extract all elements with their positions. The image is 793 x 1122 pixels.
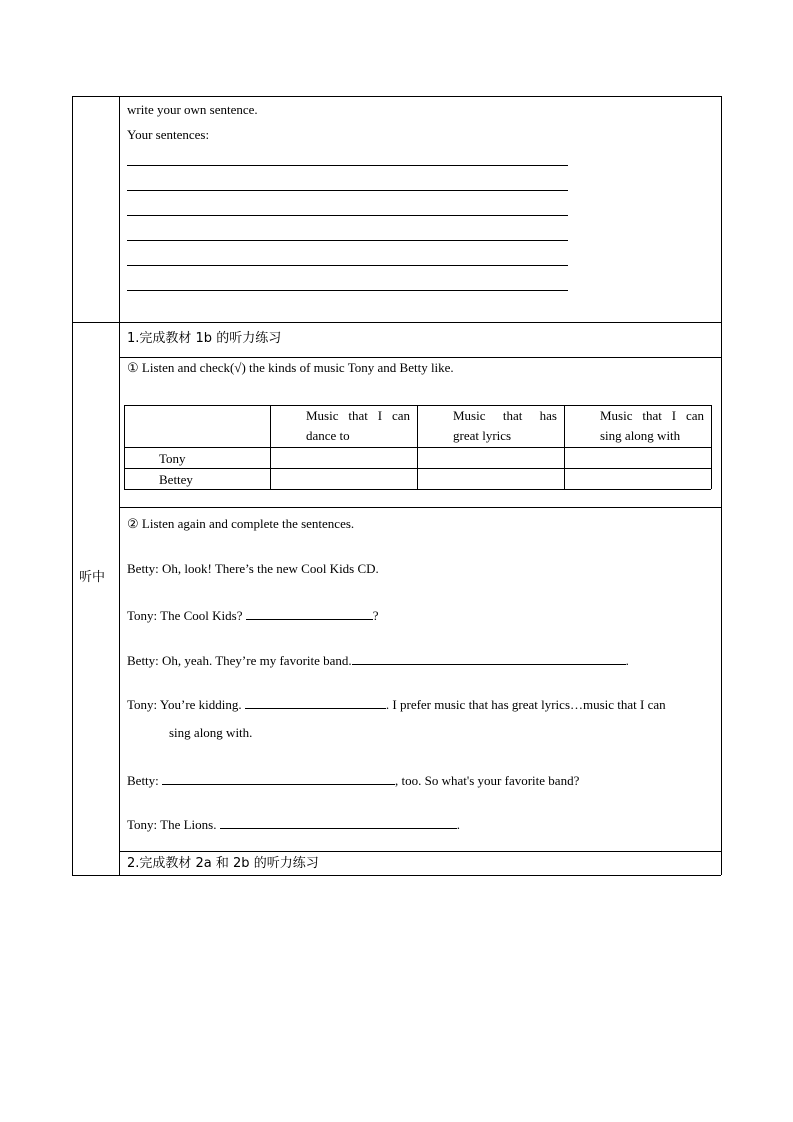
intro-text: write your own sentence.: [127, 102, 258, 117]
writing-line[interactable]: [127, 240, 568, 241]
row-label-bettey: Bettey: [159, 472, 193, 487]
dialogue-line-4-cont: sing along with.: [169, 725, 253, 740]
dialogue-line-3: Betty: Oh, yeah. They’re my favorite band. .: [127, 650, 629, 669]
writing-line[interactable]: [127, 265, 568, 266]
table-top-border: [72, 96, 721, 97]
check-cell[interactable]: [565, 469, 710, 488]
writing-line[interactable]: [127, 165, 568, 166]
part1-instruction: ① Listen and check(√) the kinds of music Tony and Betty like.: [127, 360, 454, 375]
table-left-border: [72, 96, 73, 875]
writing-line[interactable]: [127, 215, 568, 216]
check-cell[interactable]: [418, 448, 563, 467]
writing-line[interactable]: [127, 190, 568, 191]
task2-heading: 2.完成教材 2a 和 2b 的听力练习: [127, 856, 319, 871]
dialogue-line-6: Tony: The Lions. .: [127, 814, 460, 833]
answer-blank[interactable]: [220, 814, 457, 829]
check-cell[interactable]: [565, 448, 710, 467]
part2-instruction: ② Listen again and complete the sentences.: [127, 516, 355, 531]
answer-blank[interactable]: [246, 605, 373, 620]
dialogue-line-4: Tony: You’re kidding. . I prefer music that has great lyrics…music that I can: [127, 694, 666, 713]
dialogue-line-5: Betty: , too. So what's your favorite band?: [127, 770, 579, 789]
check-cell[interactable]: [271, 469, 416, 488]
row-divider-task2: [119, 851, 721, 852]
dialogue-line-1: Betty: Oh, look! There’s the new Cool Kids CD.: [127, 561, 379, 576]
dialogue-line-2: Tony: The Cool Kids? ?: [127, 605, 379, 624]
answer-blank[interactable]: [162, 770, 395, 785]
stage-label: 听中: [79, 570, 106, 585]
task1-heading: 1.完成教材 1b 的听力练习: [127, 331, 282, 346]
check-cell[interactable]: [418, 469, 563, 488]
column-header: Music that I can dance to: [306, 408, 410, 443]
column-header: Music that has great lyrics: [453, 408, 557, 443]
table-right-border: [721, 96, 722, 875]
row-label-tony: Tony: [159, 451, 186, 466]
check-cell[interactable]: [271, 448, 416, 467]
answer-blank[interactable]: [352, 650, 626, 665]
column-divider: [119, 96, 120, 875]
answer-blank[interactable]: [245, 694, 386, 709]
row-divider-task1: [119, 357, 721, 358]
table-bottom-border: [72, 875, 721, 876]
column-header: Music that I can sing along with: [600, 408, 704, 443]
sentences-label: Your sentences:: [127, 127, 210, 142]
section-divider: [72, 322, 721, 323]
row-divider-part2: [119, 507, 721, 508]
writing-line[interactable]: [127, 290, 568, 291]
